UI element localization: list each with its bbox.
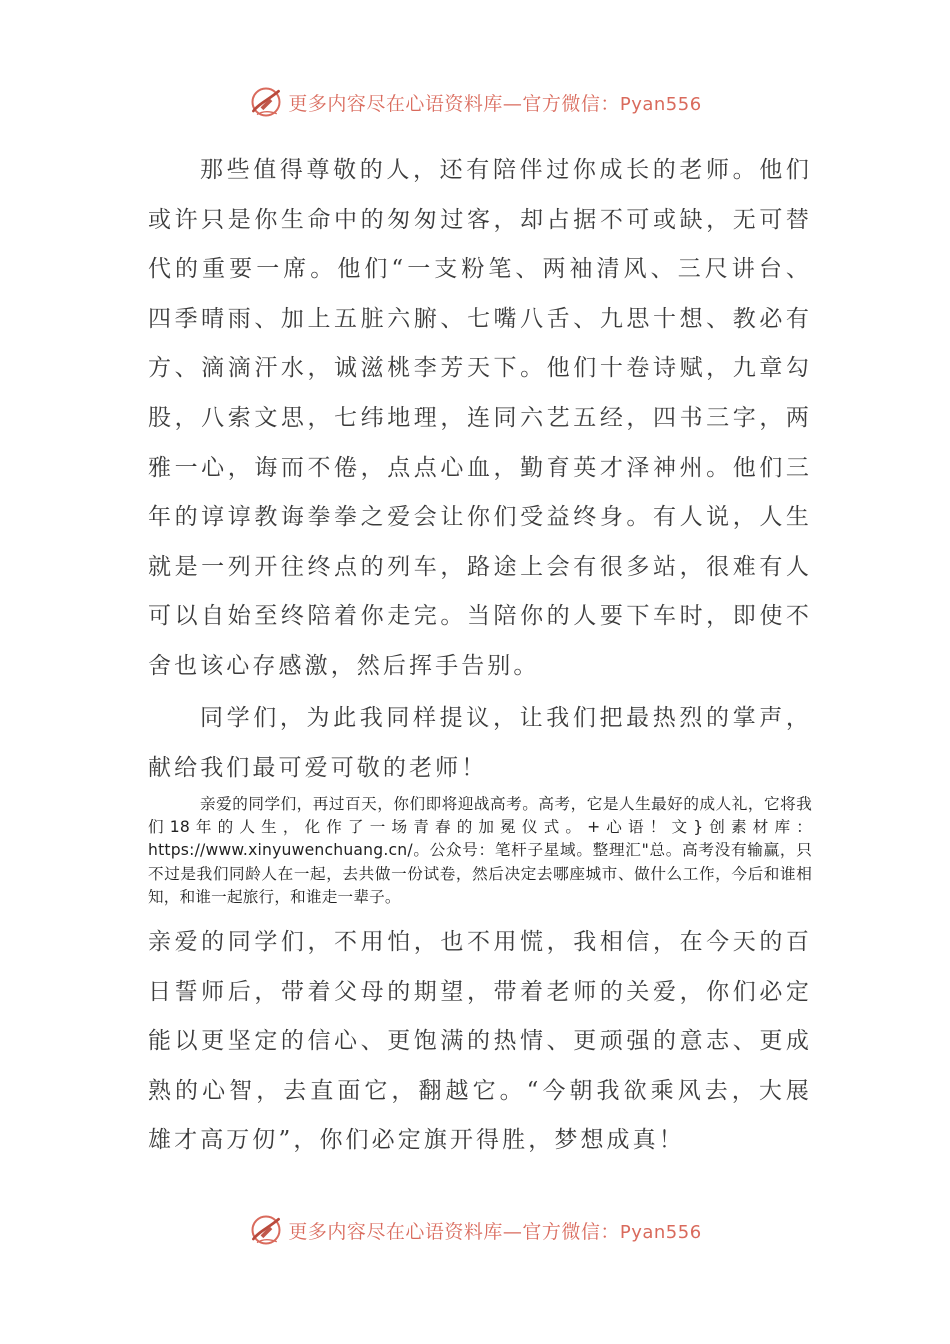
paragraph-exam-small: 亲爱的同学们，再过百天，你们即将迎战高考。高考，它是人生最好的成人礼，它将我们18年的人生，化作了一场青春的加冕仪式。+心语！文}创素材库：https://www.xinyuwenchuang.cn/。公众号：笔杆子星域。整理汇"总。高考没有输赢，只不过是我们同龄人在一起，去共做一份试卷，然后决定去哪座城市、做什么工作，今后和谁相知，和谁一起旅行，和谁走一辈子。 <box>148 795 812 906</box>
banner-title: 更多内容尽在心语资料库—官方微信：Pyan556 <box>288 92 702 115</box>
pen-nib-seal-icon <box>248 1212 284 1248</box>
wechat-id: Pyan556 <box>619 93 702 115</box>
paragraph-encouragement: 亲爱的同学们，不用怕，也不用慌，我相信，在今天的百日誓师后，带着父母的期望，带着老师的关爱，你们必定能以更坚定的信心、更饱满的热情、更顽强的意志、更成熟的心智，去直面它，翻越它。“今朝我欲乘风去，大展雄才高万仞”，你们必定旗开得胜，梦想成真！ <box>148 929 812 1154</box>
banner-title: 更多内容尽在心语资料库—官方微信：Pyan556 <box>288 1220 702 1243</box>
footer-banner <box>0 1210 950 1250</box>
paragraph-applause: 同学们，为此我同样提议，让我们把最热烈的掌声，献给我们最可爱可敬的老师！ <box>148 705 812 781</box>
header-banner <box>0 82 950 122</box>
paragraph-teachers: 那些值得尊敬的人，还有陪伴过你成长的老师。他们或许只是你生命中的匆匆过客，却占据不可或缺，无可替代的重要一席。他们“一支粉笔、两袖清风、三尺讲台、四季晴雨、加上五脏六腑、七嘴八舌、九思十想、教必有方、滴滴汗水，诚滋桃李芳天下。他们十卷诗赋，九章勾股，八索文思，七纬地理，连同六艺五经，四书三字，两雅一心，诲而不倦，点点心血，勤育英才泽神州。他们三年的谆谆教诲拳拳之爱会让你们受益终身。有人说，人生就是一列开往终点的列车，路途上会有很多站，很难有人可以自始至终陪着你走完。当陪你的人要下车时，即使不舍也该心存感激，然后挥手告别。 <box>148 157 812 679</box>
pen-nib-seal-icon <box>248 84 284 120</box>
wechat-id: Pyan556 <box>619 1221 702 1243</box>
